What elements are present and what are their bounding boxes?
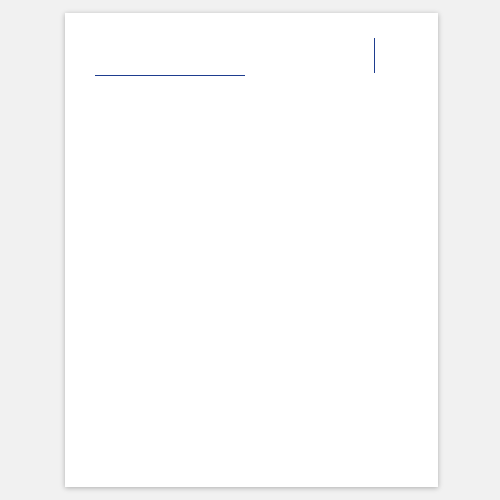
document-page	[65, 13, 438, 487]
hawkins-ash-logo	[265, 36, 415, 76]
logo-divider	[374, 38, 375, 73]
title-divider	[95, 75, 245, 76]
limits-table	[95, 139, 415, 148]
column-header-row	[95, 139, 415, 148]
